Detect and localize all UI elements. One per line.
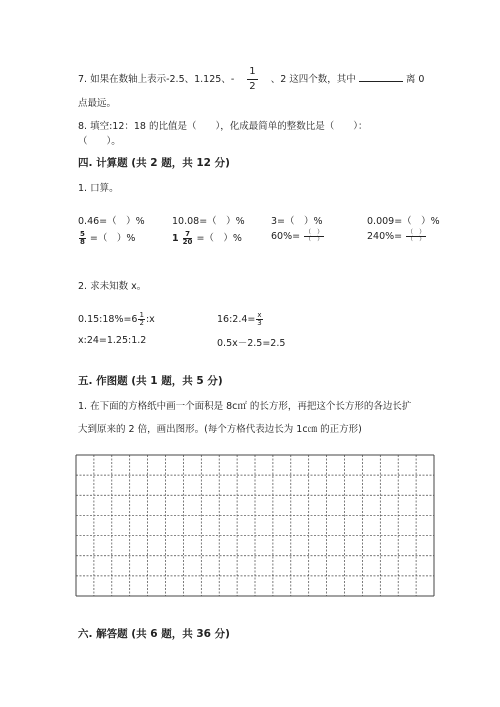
q7-text-part3: 离 0 bbox=[405, 74, 425, 85]
oral-r2c3-denominator: （ ） bbox=[305, 236, 324, 243]
section-6-title: 六. 解答题 (共 6 题，共 36 分) bbox=[78, 628, 230, 640]
q7-fraction-denominator: 2 bbox=[249, 81, 256, 92]
oral-r2c3-pre: 60%= bbox=[271, 231, 301, 242]
equation-4: 0.5x－2.5=2.5 bbox=[217, 338, 286, 349]
equation-2-denominator: 3 bbox=[257, 319, 262, 327]
equation-2-fraction bbox=[256, 312, 262, 327]
equation-2 bbox=[217, 312, 264, 327]
oral-r2c4-fraction bbox=[406, 230, 426, 243]
oral-r1c2: 10.08=（ ）% bbox=[172, 216, 245, 227]
oral-r2c4-denominator: （ ） bbox=[407, 236, 426, 243]
equation-1-post: :x bbox=[145, 314, 155, 325]
equation-1-pre: 0.15:18%=6 bbox=[78, 314, 138, 325]
section-4-title: 四. 计算题 (共 2 题，共 12 分) bbox=[78, 157, 230, 169]
q7-fraction bbox=[247, 67, 257, 92]
section-4-sub1: 1. 口算。 bbox=[78, 183, 119, 194]
oral-r1c3: 3=（ ）% bbox=[271, 216, 323, 227]
question-8-line2: （ ）。 bbox=[78, 136, 121, 147]
oral-r1c4: 0.009=（ ）% bbox=[367, 216, 440, 227]
q7-fraction-numerator: 1 bbox=[247, 67, 257, 80]
oral-r2c2-fraction bbox=[183, 231, 193, 246]
question-7-line1 bbox=[78, 67, 424, 92]
oral-r2c1-numerator: 5 bbox=[80, 230, 85, 238]
equation-2-numerator: x bbox=[257, 311, 262, 319]
oral-r2c1-denominator: 8 bbox=[80, 238, 85, 246]
section-5-title: 五. 作图题 (共 1 题，共 5 分) bbox=[78, 375, 223, 387]
oral-r2c2 bbox=[172, 230, 242, 246]
oral-r2c3-fraction bbox=[304, 230, 324, 243]
oral-r2c4 bbox=[367, 230, 427, 243]
section-5-question-line1: 1. 在下面的方格纸中画一个面积是 8c㎡ 的长方形，再把这个长方形的各边长扩 bbox=[78, 401, 412, 412]
q7-text-part2: 、2 这四个数，其中 bbox=[270, 74, 356, 85]
q7-text-part1: 7. 如果在数轴上表示-2.5、1.125、- bbox=[78, 74, 235, 85]
equation-2-pre: 16:2.4= bbox=[217, 314, 256, 325]
section-5-question-line2: 大到原来的 2 倍，画出图形。(每个方格代表边长为 1c㎝ 的正方形) bbox=[78, 424, 362, 435]
oral-r2c2-rest: =（ ）% bbox=[196, 233, 242, 244]
equation-1 bbox=[78, 312, 155, 327]
oral-r2c3 bbox=[271, 230, 325, 243]
oral-r2c1 bbox=[78, 230, 135, 246]
section-4-sub2: 2. 求未知数 x。 bbox=[78, 281, 147, 292]
oral-r1c1: 0.46=（ ）% bbox=[78, 216, 145, 227]
equation-1-fraction bbox=[138, 312, 144, 327]
oral-r2c4-pre: 240%= bbox=[367, 231, 403, 242]
oral-r2c4-numerator: （ ） bbox=[407, 229, 426, 236]
oral-r2c2-whole: 1 bbox=[172, 233, 179, 244]
question-8-line1: 8. 填空:12：18 的比值是（ ），化成最简单的整数比是（ ）： bbox=[78, 121, 368, 132]
oral-r2c1-rest: =（ ）% bbox=[89, 233, 136, 244]
oral-r2c2-denominator: 20 bbox=[182, 238, 193, 246]
question-7-line2: 点最远。 bbox=[78, 98, 117, 109]
square-grid-paper[interactable] bbox=[75, 454, 435, 597]
equation-1-denominator: 2 bbox=[139, 319, 144, 327]
oral-r2c3-numerator: （ ） bbox=[305, 229, 324, 236]
oral-r2c1-fraction bbox=[79, 231, 86, 246]
q7-answer-blank[interactable] bbox=[359, 72, 403, 82]
equation-3: x:24=1.25:1.2 bbox=[78, 335, 147, 346]
equation-1-numerator: 1 bbox=[139, 311, 144, 319]
oral-r2c2-numerator: 7 bbox=[183, 231, 193, 239]
